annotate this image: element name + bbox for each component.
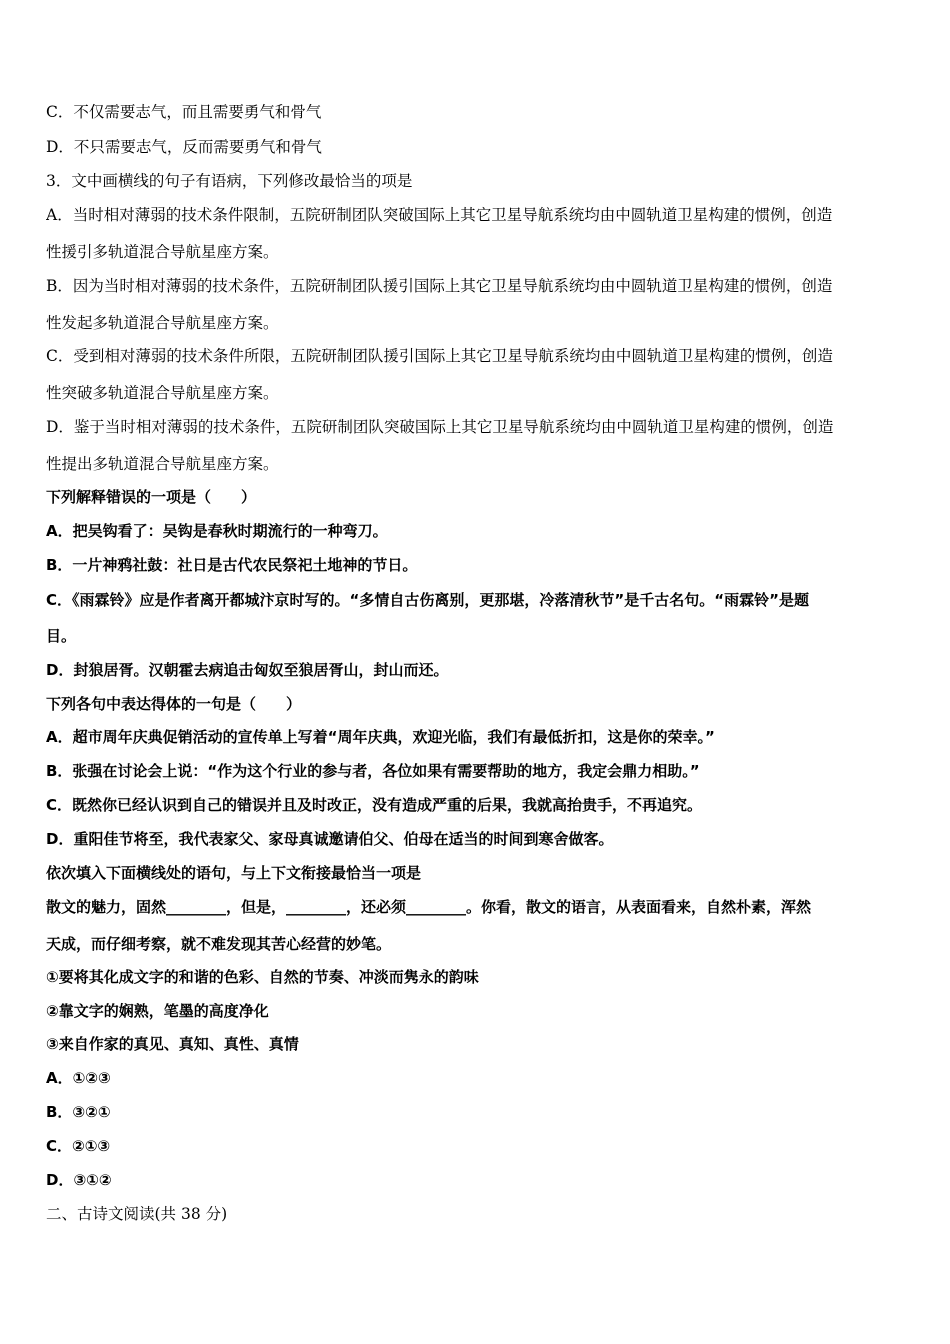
explain-option-b: B．一片神鸦社鼓：社日是古代农民祭祀土地神的节日。 xyxy=(46,556,418,574)
fill-item-1: ①要将其化成文字的和谐的色彩、自然的节奏、冲淡而隽永的韵味 xyxy=(46,968,479,986)
fill-option-a: A．①②③ xyxy=(46,1069,111,1087)
explain-option-a: A．把吴钩看了：吴钩是春秋时期流行的一种弯刀。 xyxy=(46,522,388,540)
explain-question-stem: 下列解释错误的一项是（ ） xyxy=(46,488,257,506)
explain-option-c-line1: C．《雨霖铃》应是作者离开都城汴京时写的。“多情自古伤离别，更那堪，冷落清秋节”是千古名句。“雨霖铃”是题 xyxy=(46,591,809,609)
fill-option-b: B．③②① xyxy=(46,1103,111,1121)
q3-option-a-line1: A．当时相对薄弱的技术条件限制，五院研制团队突破国际上其它卫星导航系统均由中圆轨道卫星构建的惯例，创造 xyxy=(46,206,833,224)
section-heading: 二、古诗文阅读(共 38 分) xyxy=(46,1205,228,1223)
fill-passage-line2: 天成，而仔细考察，就不难发现其苦心经营的妙笔。 xyxy=(46,935,392,953)
fill-option-d: D．③①② xyxy=(46,1171,112,1189)
q2-option-d: D．不只需要志气，反而需要勇气和骨气 xyxy=(46,138,322,156)
fill-question-stem: 依次填入下面横线处的语句，与上下文衔接最恰当一项是 xyxy=(46,864,422,882)
q3-option-b-line2: 性发起多轨道混合导航星座方案。 xyxy=(46,314,279,332)
fill-item-2: ②靠文字的娴熟，笔墨的高度净化 xyxy=(46,1002,269,1020)
q3-option-a-line2: 性援引多轨道混合导航星座方案。 xyxy=(46,243,279,261)
q3-option-b-line1: B．因为当时相对薄弱的技术条件，五院研制团队援引国际上其它卫星导航系统均由中圆轨道卫星构建的惯例，创造 xyxy=(46,277,833,295)
explain-option-d: D．封狼居胥。汉朝霍去病追击匈奴至狼居胥山，封山而还。 xyxy=(46,661,449,679)
appropriate-option-b: B．张强在讨论会上说：“作为这个行业的参与者，各位如果有需要帮助的地方，我定会鼎力相助。” xyxy=(46,762,700,780)
q3-option-d-line1: D．鉴于当时相对薄弱的技术条件，五院研制团队突破国际上其它卫星导航系统均由中圆轨道卫星构建的惯例，创造 xyxy=(46,418,834,436)
explain-option-c-line2: 目。 xyxy=(46,627,77,645)
appropriate-question-stem: 下列各句中表达得体的一句是（ ） xyxy=(46,695,302,713)
q3-option-c-line2: 性突破多轨道混合导航星座方案。 xyxy=(46,384,279,402)
q3-stem: 3．文中画横线的句子有语病，下列修改最恰当的项是 xyxy=(46,172,413,190)
fill-option-c: C．②①③ xyxy=(46,1137,111,1155)
appropriate-option-a: A．超市周年庆典促销活动的宣传单上写着“周年庆典，欢迎光临，我们有最低折扣，这是你的荣幸。” xyxy=(46,728,715,746)
appropriate-option-d: D．重阳佳节将至，我代表家父、家母真诚邀请伯父、伯母在适当的时间到寒舍做客。 xyxy=(46,830,614,848)
q2-option-c: C．不仅需要志气，而且需要勇气和骨气 xyxy=(46,103,322,121)
fill-passage-line1: 散文的魅力，固然________，但是，________，还必须________。你看，散文的语言，从表面看来，自然朴素，浑然 xyxy=(46,898,812,916)
fill-item-3: ③来自作家的真见、真知、真性、真情 xyxy=(46,1035,299,1053)
q3-option-c-line1: C．受到相对薄弱的技术条件所限，五院研制团队援引国际上其它卫星导航系统均由中圆轨道卫星构建的惯例，创造 xyxy=(46,347,833,365)
q3-option-d-line2: 性提出多轨道混合导航星座方案。 xyxy=(46,455,279,473)
appropriate-option-c: C．既然你已经认识到自己的错误并且及时改正，没有造成严重的后果，我就高抬贵手，不再追究。 xyxy=(46,796,703,814)
